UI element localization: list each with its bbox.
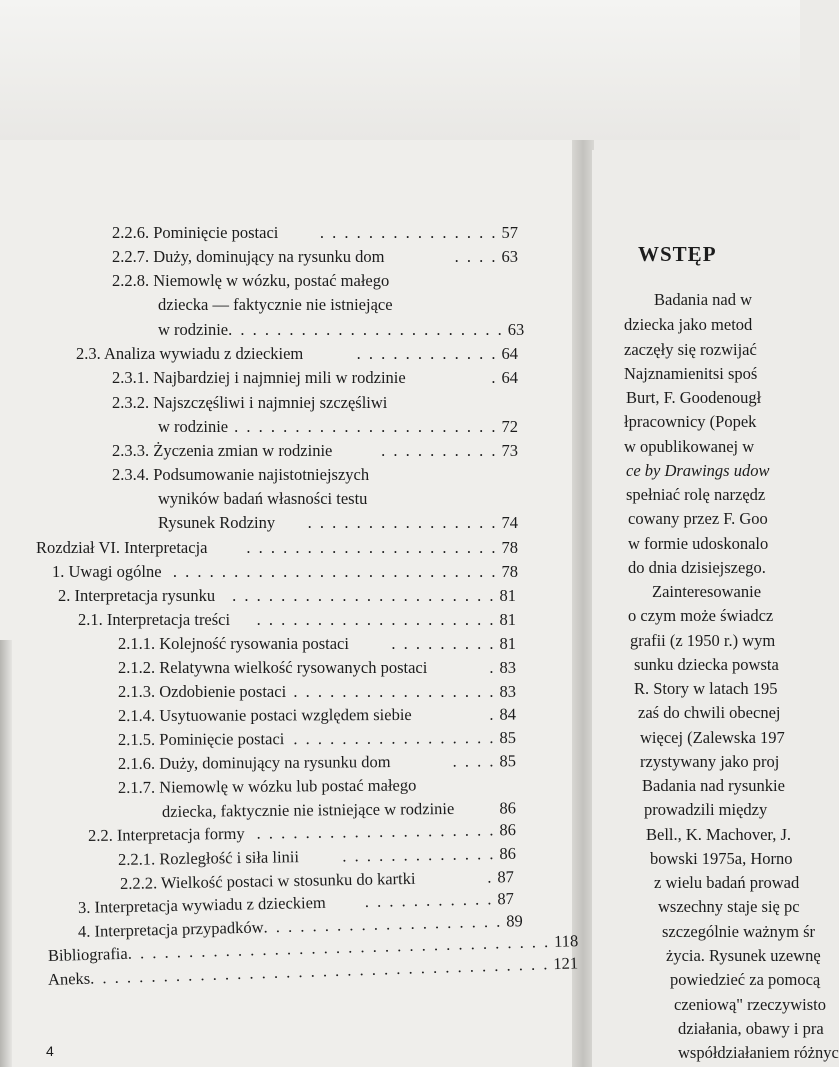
toc-page-number: 87 [497, 888, 515, 909]
toc-leader-dots: . . . . . . . . . . . . . . . . . . . . [263, 911, 503, 937]
toc-entry-title: dziecka, faktycznie nie istniejące w rodzinie [161, 798, 455, 821]
page-edge-shadow [0, 640, 12, 1067]
body-text-line: współdziałaniem różnyc [678, 1043, 839, 1062]
toc-leader-dots: . . . . . . . . . . . . . . . . . . . . . . [234, 417, 498, 436]
body-text-line: o czym może świadcz [628, 606, 774, 625]
toc-page-number: 83 [499, 658, 516, 677]
body-text-line: szczególnie ważnym śr [662, 922, 816, 941]
toc-leader-dots: . . . . . . . . . . . . . . . . . . . . [256, 820, 496, 843]
toc-leader-dots: . . . . [454, 247, 498, 266]
toc-entry [158, 489, 367, 509]
toc-entry-title: 2.3. Analiza wywiadu z dzieckiem [76, 344, 304, 363]
body-text-line: w formie udoskonalo [628, 534, 769, 553]
toc-entry [158, 320, 525, 340]
toc-entry-title: 2.1. Interpretacja treści [78, 610, 231, 629]
body-text-line: rzystywany jako proj [640, 752, 780, 771]
toc-entry [118, 682, 516, 702]
toc-page-number: 63 [501, 247, 518, 266]
toc-leader-dots: . [489, 658, 496, 677]
toc-entry [76, 344, 518, 364]
body-text-line: spełniać rolę narzędz [626, 485, 766, 504]
body-text-line: ce by Drawings udow [626, 461, 770, 480]
body-text-line: Burt, F. Goodenougł [626, 388, 762, 407]
toc-page-number: 64 [501, 368, 518, 387]
toc-entry-title: 2.2.2. Wielkość postaci w stosunku do kartki [119, 868, 416, 893]
body-text-line: dziecka jako metod [624, 315, 753, 334]
toc-entry [36, 538, 518, 558]
toc-entry [158, 513, 518, 533]
toc-entry-title: Aneks [47, 968, 91, 989]
toc-entry-title: Rysunek Rodziny [158, 513, 276, 532]
body-text-line: zaś do chwili obecnej [638, 703, 781, 722]
body-text-line: Badania nad w [654, 290, 753, 309]
toc-leader-dots: . . . . . . . . . . . . . . . . . [293, 682, 496, 701]
body-text-line: grafii (z 1950 r.) wym [630, 631, 776, 650]
body-text-line: więcej (Zalewska 197 [640, 728, 785, 747]
toc-entry-title: 2.2. Interpretacja formy [87, 823, 245, 845]
toc-entry [112, 465, 369, 485]
toc-entry [52, 562, 518, 582]
toc-leader-dots: . . . . . . . . . . . . . . . . [307, 513, 498, 532]
toc-entry [112, 441, 518, 461]
body-text-line: powiedzieć za pomocą [670, 970, 821, 989]
toc-page-number: 85 [499, 751, 517, 771]
toc-leader-dots: . . . . . . . . . . . . . . . . . . . . . [246, 538, 498, 557]
toc-leader-dots: . . . . . . . . . . [381, 441, 498, 460]
body-text-line: Badania nad rysunkie [642, 776, 785, 795]
toc-entry-title: 2.3.2. Najszczęśliwi i najmniej szczęśliwi [112, 393, 388, 412]
toc-entry [112, 271, 389, 291]
toc-entry [158, 295, 393, 315]
toc-leader-dots: . . . . . . . . . . . . [356, 344, 498, 363]
toc-leader-dots: . . . . . . . . . . . . . . . . . . . . . . . . . . . [172, 562, 498, 581]
toc-leader-dots: . . . . [452, 751, 496, 771]
body-text-line: zaczęły się rozwijać [624, 340, 757, 359]
toc-leader-dots [454, 799, 495, 819]
toc-entry-title: 2.2.6. Pominięcie postaci [112, 223, 279, 242]
toc-page-number: 78 [501, 562, 518, 581]
body-text-line: Najznamienitsi spoś [624, 364, 758, 383]
body-text-line: prowadzili między [644, 800, 768, 819]
toc-page-number: 81 [499, 586, 516, 605]
toc-entry-title: 3. Interpretacja wywiadu z dzieckiem [77, 892, 326, 917]
toc-entry [58, 586, 516, 606]
toc-entry-title: 2.1.2. Relatywna wielkość rysowanych postaci [118, 658, 428, 677]
toc-page-number: 78 [501, 538, 518, 557]
toc-leader-dots: . . . . . . . . . . . . . . . [319, 223, 498, 242]
toc-entry [112, 247, 518, 267]
toc-entry [158, 417, 518, 437]
toc-entry-title: 2.3.1. Najbardziej i najmniej mili w rodzinie [112, 368, 406, 387]
toc-page-number: 81 [499, 634, 516, 653]
toc-leader-dots: . . . . . . . . . . . . . [342, 844, 496, 866]
body-text-line: z wielu badań prowad [654, 873, 800, 892]
toc-entry [118, 634, 516, 654]
toc-leader-dots: . . . . . . . . . . . . . . . . . . . . . . . [228, 320, 504, 339]
toc-page-number: 121 [552, 953, 579, 974]
toc-page-number: 86 [499, 798, 517, 818]
toc-page-number: 64 [501, 344, 518, 363]
toc-page-number: 85 [499, 727, 517, 748]
toc-entry-title: Bibliografia [47, 943, 128, 965]
toc-leader-dots: . . . . . . . . . . . . . . . . . . . . . . [232, 586, 496, 605]
toc-leader-dots: . [489, 704, 496, 724]
toc-page-number: 89 [506, 911, 524, 931]
toc-leader-dots: . [487, 867, 494, 887]
toc-entry [112, 393, 387, 413]
toc-page-number: 118 [553, 931, 579, 951]
background-top [0, 0, 800, 140]
toc-page-number: 86 [499, 843, 517, 864]
toc-leader-dots: . . . . . . . . . . . . . . . . . . . . [256, 610, 496, 629]
toc-page-number: 84 [499, 704, 517, 724]
toc-page-number: 81 [499, 610, 516, 629]
toc-entry [118, 728, 516, 750]
toc-page-number: 83 [499, 682, 516, 701]
right-page [592, 150, 839, 1067]
body-text-line: życia. Rysunek uzewnę [666, 946, 821, 965]
book-gutter [572, 140, 594, 1067]
body-text-line: cowany przez F. Goo [628, 509, 768, 528]
toc-entry [118, 705, 516, 726]
toc-leader-dots: . [491, 368, 498, 387]
toc-entry-title: 2.2.1. Rozległość i siła linii [117, 847, 300, 869]
toc-entry [118, 775, 416, 798]
toc-page-number: 87 [497, 867, 515, 887]
body-text-line: Bell., K. Machover, J. [646, 825, 792, 844]
toc-entry-title: wyników badań własności testu [158, 489, 368, 508]
toc-entry [118, 751, 516, 774]
toc-entry-title: 2.1.3. Ozdobienie postaci [118, 682, 287, 701]
toc-entry-title: 2.3.3. Życzenia zmian w rodzinie [112, 441, 333, 460]
toc-page-number: 72 [501, 417, 518, 436]
toc-entry-title: 4. Interpretacja przypadków [77, 917, 264, 941]
toc-entry-title: 2.2.8. Niemowlę w wózku, postać małego [112, 271, 390, 290]
body-text-line: czeniową" rzeczywisto [674, 995, 826, 1014]
page-number: 4 [46, 1043, 54, 1059]
body-text-line: działania, obawy i pra [678, 1019, 824, 1038]
toc-leader-dots: . . . . . . . . . . . . . . . . . . . . . . . . . . . . . . . . . . . [127, 931, 551, 963]
toc-entry-title: dziecka — faktycznie nie istniejące [158, 295, 393, 314]
body-text-line: sunku dziecka powsta [634, 655, 779, 674]
toc-entry-title: 2.1.5. Pominięcie postaci [117, 729, 285, 749]
body-text-line: R. Story w latach 195 [634, 679, 778, 698]
toc-page-number: 57 [501, 223, 518, 242]
toc-page-number: 63 [507, 320, 525, 339]
toc-entry [112, 223, 518, 243]
body-text-line: w opublikowanej w [624, 437, 755, 456]
toc-leader-dots: . . . . . . . . . . . [364, 889, 494, 911]
toc-entry [78, 610, 516, 630]
body-text-line: Zainteresowanie [652, 582, 762, 601]
toc-entry-title: Rozdział VI. Interpretacja [36, 538, 208, 557]
toc-entry-title: 2.1.4. Usytuowanie postaci względem siebie [117, 704, 412, 725]
toc-entry-title: 2.1.7. Niemowlę w wózku lub postać małego [117, 775, 417, 797]
toc-page-number: 73 [501, 441, 518, 460]
toc-entry-title: 2.1.6. Duży, dominujący na rysunku dom [117, 752, 391, 773]
section-heading: WSTĘP [638, 242, 717, 266]
toc-entry [118, 658, 516, 678]
toc-page-number: 86 [499, 820, 517, 840]
toc-entry-title: 2. Interpretacja rysunku [58, 586, 216, 605]
toc-entry-title: 2.2.7. Duży, dominujący na rysunku dom [112, 247, 385, 266]
toc-entry-title: 1. Uwagi ogólne [52, 562, 162, 581]
toc-entry-title: 2.1.1. Kolejność rysowania postaci [118, 634, 349, 653]
toc-entry-title: 2.3.4. Podsumowanie najistotniejszych [112, 465, 370, 484]
body-text-line: do dnia dzisiejszego. [628, 558, 766, 577]
body-text-line: wszechny staje się pc [658, 897, 800, 916]
toc-leader-dots: . . . . . . . . . [391, 634, 496, 653]
toc-entry-title: w rodzinie [158, 417, 229, 436]
toc-leader-dots: . . . . . . . . . . . . . . . . . [293, 728, 496, 749]
toc-leader-dots: . . . . . . . . . . . . . . . . . . . . . . . . . . . . . . . . . . . . . . [89, 954, 550, 988]
toc-page-number: 74 [501, 513, 518, 532]
body-text-line: bowski 1975a, Horno [650, 849, 793, 868]
toc-entry [112, 368, 518, 388]
toc-entry [162, 798, 516, 822]
body-text-line: łpracownicy (Popek [624, 412, 757, 431]
toc-entry-title: w rodzinie [158, 320, 229, 339]
